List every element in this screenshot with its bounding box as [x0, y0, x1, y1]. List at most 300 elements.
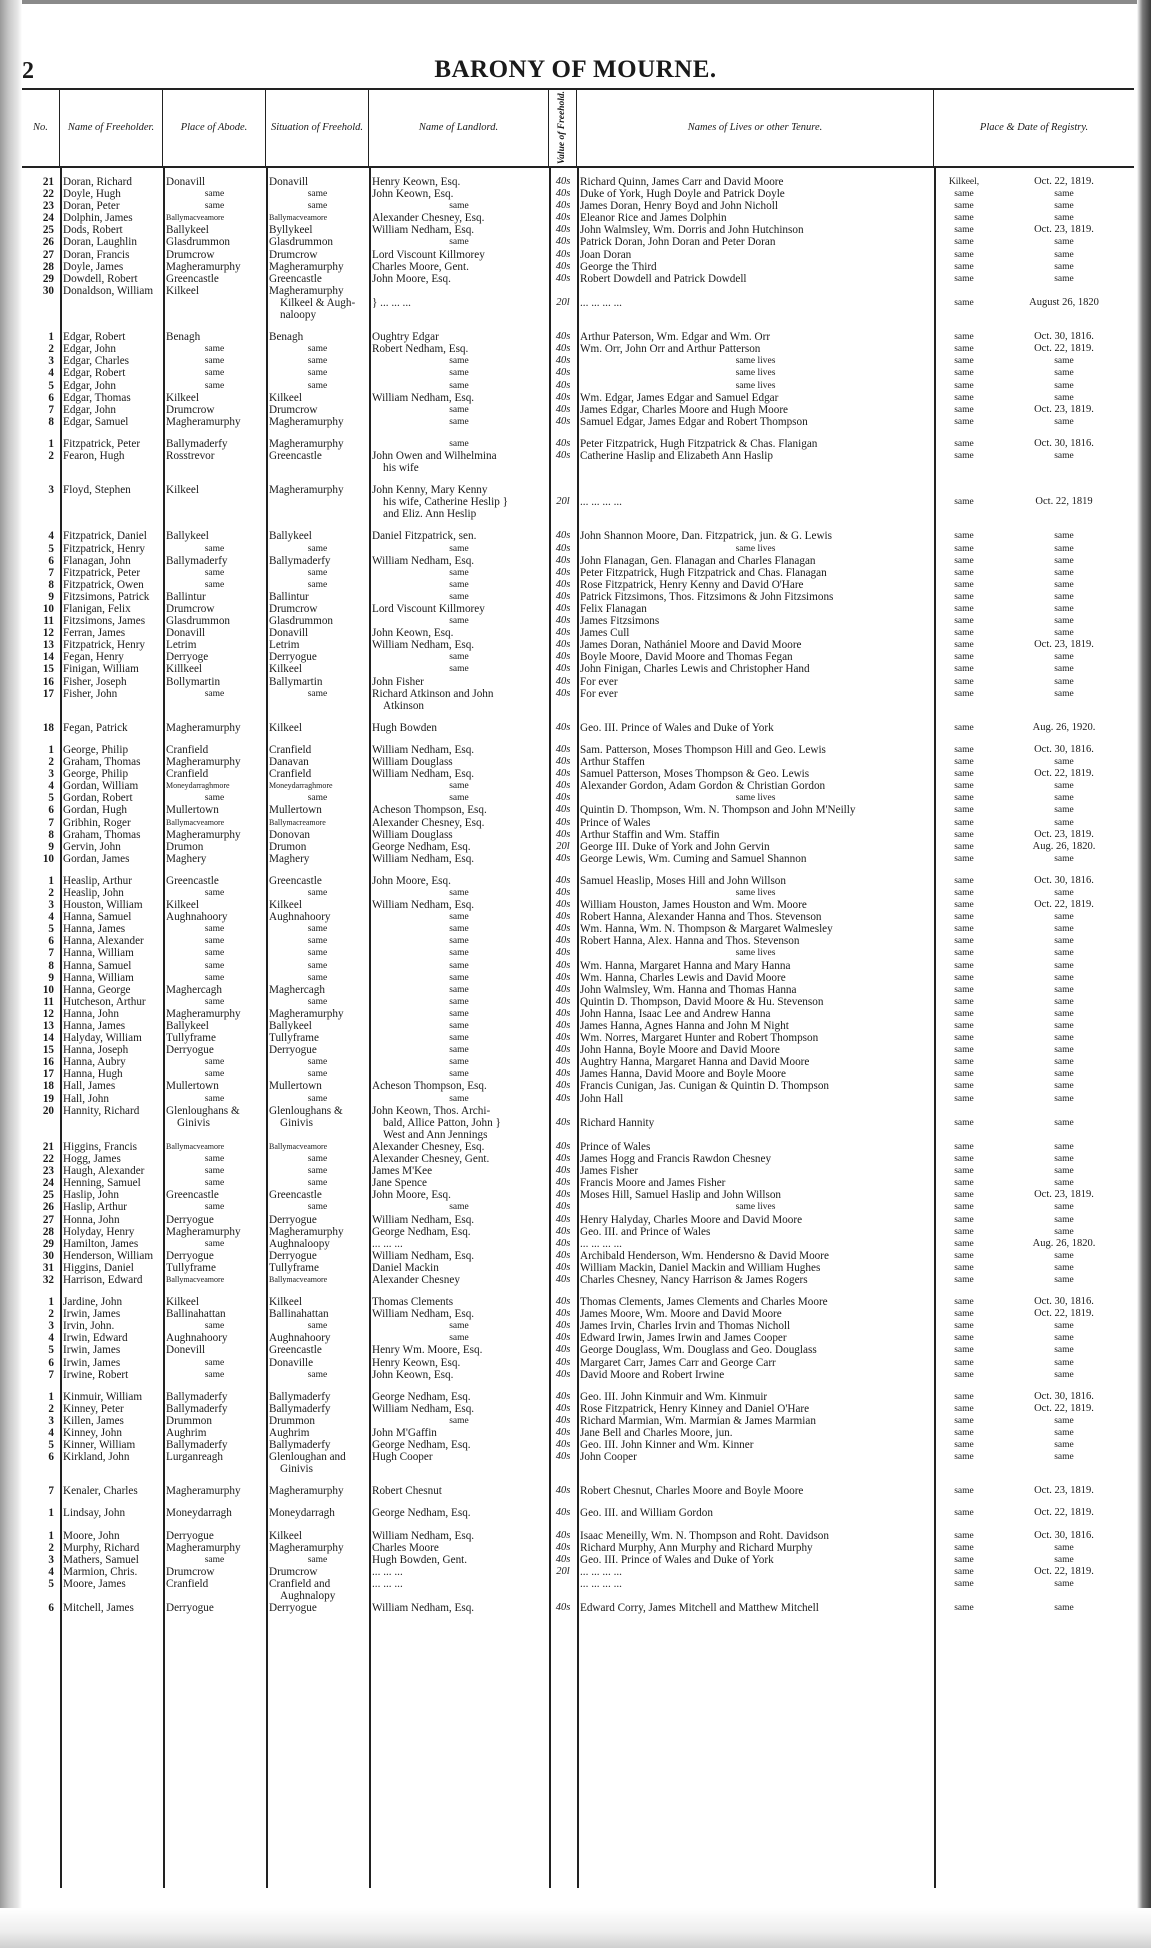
freehold-situation: Magheramurphy [269, 1007, 344, 1020]
freeholder-name: Mitchell, James [63, 1602, 134, 1615]
registry-date: Oct. 22, 1819. [1034, 343, 1094, 355]
freehold-situation: Ballymaderfy [269, 1390, 331, 1403]
place-of-abode: Greencastle [166, 1189, 219, 1202]
place-of-abode: Ballinahattan [166, 1308, 226, 1321]
registry-place [934, 700, 994, 712]
registry-place: same [954, 936, 974, 947]
landlord-name: same [449, 793, 469, 804]
landlord-name: same [449, 1093, 469, 1104]
registry-date: Oct. 30, 1816. [1034, 1390, 1094, 1402]
freehold-value: 40s [555, 1356, 571, 1368]
freeholder-name: Kinmuir, William [63, 1390, 143, 1403]
registry-place: same [954, 1214, 974, 1225]
registry-date: Oct. 22, 1819. [1034, 899, 1094, 911]
place-of-abode: same [204, 1357, 225, 1368]
registry-place: same [954, 392, 974, 403]
freehold-situation: Kilkeel [269, 391, 302, 404]
registry-date: Oct. 22, 1819. [1034, 1565, 1094, 1577]
registry-date: same [1054, 1008, 1074, 1019]
freehold-situation: Aughnaloopy [269, 1237, 330, 1250]
row-number: 14 [42, 651, 54, 664]
freehold-value: 40s [555, 212, 571, 224]
registry-place: same [954, 769, 974, 780]
freehold-situation: Mullertown [269, 804, 322, 817]
lives-tenure: David Moore and Robert Irwine [580, 1368, 725, 1381]
landlord-name: John M'Gaffin [372, 1427, 437, 1439]
freehold-value [549, 285, 577, 297]
freehold-value: 40s [555, 1261, 571, 1273]
freehold-situation: Magheramurphy [269, 260, 344, 273]
freeholder-name: Graham, Thomas [63, 828, 141, 841]
freehold-value: 40s [555, 874, 571, 886]
place-of-abode: Ginivis [177, 1116, 210, 1129]
row-number: 1 [48, 1390, 54, 1403]
registry-date: same [1054, 781, 1074, 792]
freehold-situation: Ballymaderfy [269, 1402, 331, 1415]
row-number: 2 [48, 449, 54, 462]
registry-place: same [954, 1274, 974, 1285]
freehold-situation: Ballymaderfy [269, 1439, 331, 1452]
row-number: 5 [48, 1439, 54, 1452]
lives-tenure: Aughtry Hanna, Margaret Hanna and David Moore [580, 1056, 810, 1069]
freeholder-name: Donaldson, William [63, 284, 154, 297]
registry-place: same [954, 948, 974, 959]
lives-tenure: ... ... ... ... [580, 1577, 622, 1590]
row-number: 3 [48, 899, 54, 912]
registry-date: same [1054, 1117, 1074, 1128]
registry-place: same [954, 201, 974, 212]
table-row [22, 309, 1134, 321]
freehold-situation: same [307, 1093, 328, 1104]
registry-date: same [1054, 1226, 1074, 1237]
registry-place: same [954, 1117, 974, 1128]
registry-place: same [954, 676, 974, 687]
landlord-name: same [449, 996, 469, 1007]
lives-tenure: Rose Fitzpatrick, Henry Kinney and Daniel O'Hare [580, 1402, 810, 1415]
registry-date: same [1054, 1178, 1074, 1189]
row-number: 16 [42, 675, 54, 688]
freehold-value: 40s [555, 971, 571, 983]
landlord-name: same [449, 664, 469, 675]
registry-place: same [954, 344, 974, 355]
registry-date: Oct. 23, 1819. [1034, 828, 1094, 840]
table-row [22, 367, 1134, 379]
freehold-value [549, 1129, 577, 1141]
place-of-abode: Ballymacveamore [166, 213, 225, 223]
freeholder-name: Hall, John [63, 1092, 109, 1105]
place-of-abode: Glasdrummon [166, 615, 231, 628]
table-row [22, 1020, 1134, 1032]
registry-date: same [1054, 664, 1074, 675]
row-number: 2 [48, 1308, 54, 1321]
freehold-value: 40s [555, 1602, 571, 1614]
freeholder-name: Gordan, Robert [63, 792, 133, 805]
freehold-situation: Tullyframe [269, 1032, 319, 1045]
freeholder-name: Edgar, Robert [63, 367, 126, 380]
place-of-abode: Aughnahoory [166, 1332, 228, 1345]
freehold-situation: Aughrim [269, 1427, 310, 1439]
landlord-name [369, 1463, 549, 1475]
lives-tenure: Robert Chesnut, Charles Moore and Boyle Moore [580, 1485, 804, 1498]
freeholder-name: Irwin, James [63, 1308, 121, 1321]
freehold-situation: Aughnahoory [269, 1332, 331, 1345]
landlord-name: William Nedham, Esq. [372, 1529, 475, 1542]
freehold-situation: Letrim [269, 639, 300, 652]
registry-place: same [954, 781, 974, 792]
freehold-value: 40s [555, 590, 571, 602]
landlord-name: same [449, 936, 469, 947]
place-of-abode: Mullertown [166, 804, 219, 817]
landlord-name: same [449, 1333, 469, 1344]
landlord-name: same [449, 781, 469, 792]
place-of-abode: Magheramurphy [166, 1541, 241, 1554]
lives-tenure: Richard Murphy, Ann Murphy and Richard Murphy [580, 1541, 813, 1554]
landlord-name: Hugh Bowden [372, 721, 437, 734]
landlord-name: Jane Spence [372, 1177, 427, 1190]
registry-place: same [954, 555, 974, 566]
freeholder-name: Irwine, Robert [63, 1368, 129, 1381]
freehold-situation: Ballymacreamore [269, 817, 326, 827]
freehold-situation: Ballymacveamore [269, 1274, 328, 1284]
freehold-value: 40s [555, 675, 571, 687]
place-of-abode: Maghercagh [166, 983, 222, 996]
place-of-abode: Ballykeel [166, 530, 209, 543]
registry-place: same [954, 817, 974, 828]
place-of-abode: Ballintur [166, 590, 206, 603]
freeholder-name [60, 1129, 163, 1141]
freeholder-name: Hanna, Samuel [63, 911, 132, 924]
freeholder-name: Finigan, William [63, 663, 139, 676]
table-row [22, 249, 1134, 261]
row-number: 23 [42, 1165, 54, 1178]
registry-date: Oct. 22, 1819. [1034, 1402, 1094, 1414]
freehold-value: 40s [555, 1237, 571, 1249]
registry-date [994, 508, 1134, 520]
landlord-name: ... ... ... [372, 1565, 403, 1578]
landlord-name: George Nedham, Esq. [372, 1439, 471, 1452]
row-number: 22 [42, 1153, 54, 1166]
lives-tenure: Geo. III. John Kinmuir and Wm. Kinmuir [580, 1390, 768, 1403]
table-row [22, 935, 1134, 947]
freehold-value: 40s [555, 379, 571, 391]
registry-date: same [1054, 273, 1074, 284]
freeholder-name [60, 1463, 163, 1475]
lives-tenure: Henry Halyday, Charles Moore and David Moore [580, 1213, 803, 1226]
landlord-name: same [449, 887, 469, 898]
freehold-value: 40s [555, 1390, 571, 1402]
registry-place: same [954, 805, 974, 816]
registry-date: same [1054, 887, 1074, 898]
landlord-name: William Douglass [372, 828, 453, 841]
freeholder-name: Kinner, William [63, 1439, 136, 1452]
lives-tenure: Charles Chesney, Nancy Harrison & James Rogers [580, 1273, 808, 1286]
registry-date: same [1054, 201, 1074, 212]
lives-tenure: James Doran, Nathániel Moore and David Moore [580, 639, 802, 652]
row-number: 7 [48, 816, 54, 829]
registry-place: same [954, 984, 974, 995]
row-number: 6 [48, 554, 54, 567]
freehold-situation: same [307, 567, 328, 578]
freeholder-name: Gordan, Hugh [63, 804, 128, 817]
freehold-situation: Aughnahoory [269, 911, 331, 924]
row-number: 6 [48, 935, 54, 948]
place-of-abode: Killkeel [166, 663, 203, 676]
row-number: 8 [48, 959, 54, 972]
registry-place: same [954, 1428, 974, 1438]
freeholder-name: Hanna, James [63, 1020, 126, 1032]
registry-date: same [1054, 368, 1074, 379]
table-row [22, 1391, 1134, 1403]
registry-date: same [1054, 1081, 1074, 1092]
table-row [22, 200, 1134, 212]
landlord-name: his wife, Catherine Heslip } [383, 496, 508, 509]
freehold-value: 40s [555, 1153, 571, 1165]
registry-date: same [1054, 189, 1074, 200]
freehold-value: 40s [555, 1332, 571, 1344]
freehold-situation: same [307, 1069, 328, 1080]
row-number: 28 [42, 1225, 54, 1238]
freeholder-name: Fitzpatrick, Owen [63, 578, 144, 591]
registry-date [994, 1590, 1134, 1602]
lives-tenure: Thomas Clements, James Clements and Charles Moore [580, 1296, 828, 1309]
registry-place: same [954, 1357, 974, 1368]
freehold-situation: Glenloughans & [269, 1104, 343, 1117]
registry-date: same [1054, 1141, 1074, 1152]
landlord-name: James M'Kee [372, 1165, 433, 1178]
row-number: 25 [42, 224, 54, 237]
place-of-abode: Moneydarraghmore [166, 781, 230, 791]
freehold-situation: Aughnalopy [280, 1590, 336, 1603]
freeholder-name: Hannity, Richard [63, 1104, 140, 1117]
freehold-situation: Tullyframe [269, 1261, 319, 1274]
landlord-name: same [449, 438, 469, 449]
row-number: 8 [48, 578, 54, 591]
row-number: 17 [42, 687, 54, 700]
row-number: 24 [42, 212, 54, 225]
row-number: 23 [42, 200, 54, 213]
table-row [22, 392, 1134, 404]
registry-place: same [954, 225, 974, 236]
row-number: 4 [48, 780, 54, 793]
registry-date: Oct. 22, 1819. [1034, 768, 1094, 780]
landlord-name: William Nedham, Esq. [372, 391, 475, 404]
freeholder-name: Hanna, John [63, 1007, 119, 1020]
freeholder-name: Fegan, Henry [63, 651, 124, 664]
table-row [22, 1105, 1134, 1117]
freeholder-name: Fitzsimons, Patrick [63, 590, 150, 603]
registry-date: same [1054, 1428, 1074, 1438]
freeholder-name: Floyd, Stephen [63, 484, 131, 497]
freehold-situation: Donaville [269, 1356, 314, 1369]
registry-date: Aug. 26, 1820. [1032, 1237, 1096, 1249]
lives-tenure: John Hanna, Isaac Lee and Andrew Hanna [580, 1007, 771, 1020]
freehold-value: 40s [555, 743, 571, 755]
place-of-abode: same [204, 567, 225, 578]
registry-place: same [954, 438, 974, 449]
lives-tenure: James Hanna, David Moore and Boyle Moore [580, 1068, 786, 1081]
registry-place [934, 285, 994, 297]
lives-tenure [577, 309, 934, 321]
place-of-abode: Donevill [166, 1344, 206, 1357]
freehold-value: 40s [555, 923, 571, 935]
landlord-name: William Nedham, Esq. [372, 1602, 475, 1615]
row-number: 5 [48, 542, 54, 555]
table-row [22, 462, 1134, 474]
freehold-situation: Maghercagh [269, 983, 325, 996]
registry-date: same [1054, 1093, 1074, 1104]
place-of-abode: Moneydarragh [166, 1507, 232, 1520]
freehold-value: 40s [555, 995, 571, 1007]
registry-date: same [1054, 948, 1074, 959]
place-of-abode: Glasdrummon [166, 236, 231, 249]
place-of-abode [163, 309, 266, 321]
place-of-abode: Cranfield [166, 768, 209, 781]
table-row [22, 1415, 1134, 1427]
lives-tenure: Samuel Patterson, Moses Thompson & Geo. Lewis [580, 768, 810, 781]
lives-tenure: John Finigan, Charles Lewis and Christopher Hand [580, 663, 810, 676]
freehold-situation: Kilkeel [269, 1529, 302, 1542]
table-row [22, 639, 1134, 651]
lives-tenure: Geo. III. and William Gordon [580, 1507, 713, 1520]
registry-date: same [1054, 1250, 1074, 1261]
registry-place: same [954, 1440, 974, 1451]
registry-date: same [1054, 616, 1074, 627]
table-row [22, 887, 1134, 899]
place-of-abode: same [204, 201, 225, 212]
registry-place: same [954, 1250, 974, 1261]
row-number: 4 [48, 367, 54, 380]
table-row [22, 984, 1134, 996]
freehold-value [549, 1578, 577, 1590]
registry-place: same [954, 1141, 974, 1152]
registry-place: same [954, 1008, 974, 1019]
freehold-situation: Kilkeel [269, 663, 302, 676]
row-number [22, 1463, 60, 1475]
freehold-value: 40s [555, 1485, 571, 1497]
registry-place [934, 1105, 994, 1117]
table-row [22, 355, 1134, 367]
table-row [22, 567, 1134, 579]
registry-date: same [1054, 1369, 1074, 1380]
table-row [22, 627, 1134, 639]
table-row [22, 273, 1134, 285]
landlord-name: Henry Wm. Moore, Esq. [372, 1344, 483, 1357]
freehold-situation: Derryogue [269, 1044, 317, 1057]
lives-tenure: John Hall [580, 1092, 624, 1105]
row-number [22, 462, 60, 474]
registry-date: Aug. 26, 1820. [1032, 840, 1096, 852]
lives-tenure: William Houston, James Houston and Wm. Moore [580, 899, 807, 912]
registry-place: same [954, 1202, 974, 1213]
place-of-abode: Letrim [166, 639, 197, 652]
place-of-abode: same [204, 972, 225, 983]
lives-tenure: Peter Fitzpatrick, Hugh Fitzpatrick and Chas. Flanagan [580, 566, 827, 579]
landlord-name: Acheson Thompson, Esq. [372, 1080, 487, 1093]
table-row [22, 1296, 1134, 1308]
row-number: 30 [42, 284, 54, 297]
landlord-name: same [449, 948, 469, 959]
landlord-name: ... ... ... [372, 1237, 403, 1250]
registry-date: same [1054, 1542, 1074, 1553]
registry-date: same [1054, 555, 1074, 566]
freehold-value: 40s [555, 224, 571, 236]
lives-tenure: Peter Fitzpatrick, Hugh Fitzpatrick & Chas. Flanigan [580, 437, 818, 450]
freeholder-name: Doyle, James [63, 260, 124, 273]
freeholder-name: Higgins, Daniel [63, 1261, 134, 1274]
landlord-name: George Nedham, Esq. [372, 840, 471, 853]
freehold-value: 40s [555, 236, 571, 248]
freehold-situation: Magheramurphy [269, 415, 344, 428]
freehold-situation: Ballintur [269, 590, 309, 603]
lives-tenure: Robert Dowdell and Patrick Dowdell [580, 272, 747, 285]
table-row [22, 331, 1134, 343]
landlord-name: Hugh Cooper [372, 1451, 433, 1464]
place-of-abode: Ballymacveamore [166, 1141, 225, 1151]
freeholder-name: Flanigan, Felix [63, 603, 131, 615]
freehold-value: 40s [555, 1402, 571, 1414]
lives-tenure: Edward Corry, James Mitchell and Matthew Mitchell [580, 1602, 819, 1615]
place-of-abode: Magheramurphy [166, 1225, 241, 1238]
landlord-name: John Moore, Esq. [372, 272, 451, 285]
row-number: 19 [42, 1092, 54, 1105]
row-number [22, 1590, 60, 1602]
row-number: 1 [48, 1296, 54, 1309]
table-row [22, 1201, 1134, 1213]
row-number: 16 [42, 1056, 54, 1069]
table-row [22, 1542, 1134, 1554]
landlord-name: same [449, 201, 469, 212]
landlord-name: same [449, 1033, 469, 1044]
freehold-situation: same [307, 356, 328, 367]
lives-tenure: Quintin D. Thompson, Wm. N. Thompson and John M'Neilly [580, 804, 856, 817]
place-of-abode: same [204, 1321, 225, 1332]
registry-date: same [1054, 996, 1074, 1007]
place-of-abode: same [204, 1369, 225, 1380]
freeholder-name: Fitzpatrick, Henry [63, 639, 146, 652]
lives-tenure: Wm. Norres, Margaret Hunter and Robert Thompson [580, 1032, 819, 1045]
freeholder-name: Haslip, Arthur [63, 1201, 128, 1214]
table-row [22, 591, 1134, 603]
registry-place: same [954, 1566, 974, 1577]
scan-border-bottom [0, 1908, 1151, 1948]
freehold-value: 40s [555, 391, 571, 403]
freehold-situation [266, 1129, 369, 1141]
landlord-name: Hugh Bowden, Gent. [372, 1553, 468, 1566]
table-row [22, 1214, 1134, 1226]
lives-tenure: George Lewis, Wm. Cuming and Samuel Shannon [580, 852, 807, 865]
place-of-abode [163, 1463, 266, 1475]
landlord-name: and Eliz. Ann Heslip [383, 508, 477, 521]
place-of-abode: same [204, 948, 225, 959]
freehold-value: 40s [555, 1427, 571, 1438]
registry-place: same [954, 640, 974, 651]
lives-tenure: same lives [735, 887, 776, 898]
row-number: 5 [48, 1577, 54, 1590]
table-row [22, 579, 1134, 591]
registry-place: same [954, 1045, 974, 1056]
freeholder-name: Irwin, Edward [63, 1332, 128, 1345]
place-of-abode: same [204, 1202, 225, 1213]
registry-place: same [954, 567, 974, 578]
freehold-situation: Derryogue [269, 1249, 317, 1262]
freehold-value: 40s [555, 1308, 571, 1320]
place-of-abode: same [204, 887, 225, 898]
freeholder-name: Hanna, Joseph [63, 1044, 129, 1057]
freehold-situation: Greencastle [269, 272, 322, 285]
registry-place: same [954, 1226, 974, 1237]
registry-date: Oct. 30, 1816. [1034, 874, 1094, 886]
lives-tenure: Robert Hanna, Alex. Hanna and Thos. Stevenson [580, 935, 800, 948]
